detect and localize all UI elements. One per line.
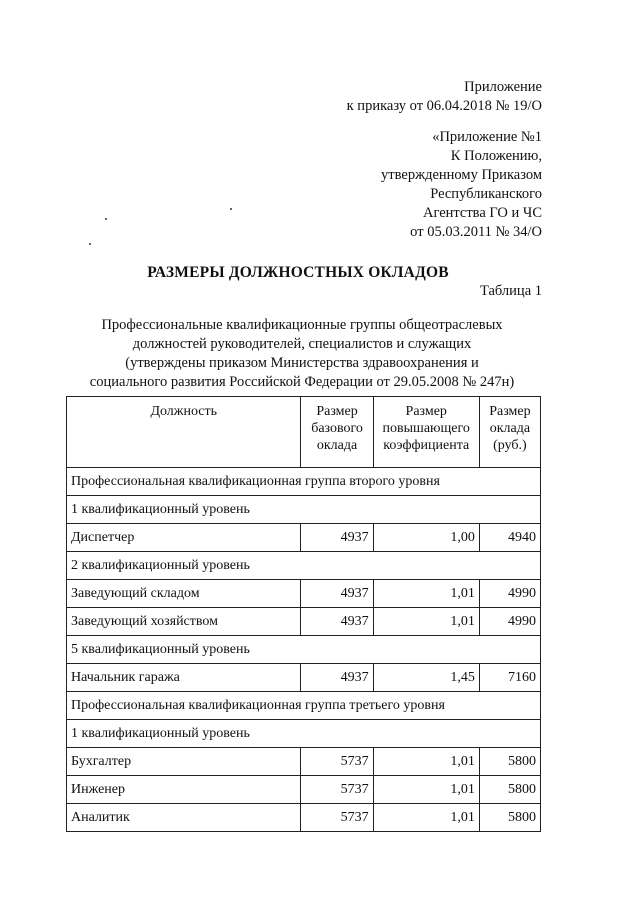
cell-coefficient: 1,01 (373, 608, 479, 636)
cell-base-salary: 5737 (301, 804, 373, 832)
group-label: 1 квалификационный уровень (67, 720, 541, 748)
table-number: Таблица 1 (479, 283, 542, 299)
header-position (67, 397, 301, 468)
cell-salary: 7160 (479, 664, 540, 692)
table-group-row (67, 468, 541, 496)
header-line: Размер (316, 404, 358, 419)
header-line: базового (311, 421, 363, 436)
table-row (67, 748, 541, 776)
annex1-line: Агентства ГО и ЧС (422, 205, 542, 221)
header-line: оклада (316, 438, 358, 453)
header-salary (479, 397, 540, 468)
cell-position: Заведующий хозяйством (67, 608, 301, 636)
table-row (67, 524, 541, 552)
subtitle-line: Профессиональные квалификационные группы общеотраслевых (101, 317, 503, 333)
cell-salary: 5800 (479, 804, 540, 832)
cell-coefficient: 1,01 (373, 776, 479, 804)
cell-base-salary: 5737 (301, 748, 373, 776)
cell-base-salary: 4937 (301, 608, 373, 636)
cell-salary: 5800 (479, 748, 540, 776)
annex-label: Приложение (464, 79, 542, 95)
cell-position: Заведующий складом (67, 580, 301, 608)
table-row (67, 608, 541, 636)
table-row (67, 664, 541, 692)
table-row (67, 776, 541, 804)
cell-coefficient: 1,01 (373, 804, 479, 832)
salary-table (66, 396, 541, 832)
cell-position: Бухгалтер (67, 748, 301, 776)
header-line: (руб.) (493, 438, 527, 453)
cell-base-salary: 4937 (301, 580, 373, 608)
annex1-line: «Приложение №1 (432, 129, 542, 145)
table-header-row (67, 397, 541, 468)
table-subtitle (66, 316, 538, 392)
table-group-row (67, 720, 541, 748)
cell-base-salary: 4937 (301, 524, 373, 552)
table-row (67, 580, 541, 608)
group-label: 2 квалификационный уровень (67, 552, 541, 580)
scan-speck (89, 243, 91, 245)
header-base-salary (301, 397, 373, 468)
header-coefficient (373, 397, 479, 468)
group-label: 5 квалификационный уровень (67, 636, 541, 664)
cell-position: Начальник гаража (67, 664, 301, 692)
cell-position: Диспетчер (67, 524, 301, 552)
header-line: Размер (405, 404, 447, 419)
table-row (67, 804, 541, 832)
cell-salary: 4990 (479, 580, 540, 608)
annex-order-ref: к приказу от 06.04.2018 № 19/О (346, 98, 542, 114)
annex-header (347, 78, 542, 116)
group-label: Профессиональная квалификационная группа третьего уровня (67, 692, 541, 720)
subtitle-line: социального развития Российской Федерации от 29.05.2008 № 247н) (89, 374, 515, 390)
cell-base-salary: 5737 (301, 776, 373, 804)
cell-coefficient: 1,01 (373, 580, 479, 608)
group-label: Профессиональная квалификационная группа второго уровня (67, 468, 541, 496)
cell-salary: 4940 (479, 524, 540, 552)
cell-position: Аналитик (67, 804, 301, 832)
annex1-line: утвержденному Приказом (381, 167, 542, 183)
table-group-row (67, 496, 541, 524)
cell-coefficient: 1,00 (373, 524, 479, 552)
scan-speck (105, 218, 107, 220)
annex1-line: К Положению, (450, 148, 542, 164)
header-line: оклада (489, 421, 531, 436)
table-group-row (67, 636, 541, 664)
subtitle-line: (утверждены приказом Министерства здравоохранения и (125, 355, 479, 371)
header-line: Размер (489, 404, 531, 419)
cell-coefficient: 1,45 (373, 664, 479, 692)
scan-speck (230, 208, 232, 210)
cell-base-salary: 4937 (301, 664, 373, 692)
header-line: коэффициента (383, 438, 470, 453)
table-group-row (67, 692, 541, 720)
annex1-line: Республиканского (430, 186, 542, 202)
group-label: 1 квалификационный уровень (67, 496, 541, 524)
document-title: РАЗМЕРЫ ДОЛЖНОСТНЫХ ОКЛАДОВ (147, 264, 449, 281)
annex1-line: от 05.03.2011 № 34/О (410, 224, 542, 240)
subtitle-line: должностей руководителей, специалистов и служащих (132, 336, 472, 352)
annex1-reference (381, 128, 542, 242)
header-line: повышающего (382, 421, 470, 436)
table-group-row (67, 552, 541, 580)
table-body (67, 468, 541, 832)
cell-position: Инженер (67, 776, 301, 804)
cell-coefficient: 1,01 (373, 748, 479, 776)
cell-salary: 5800 (479, 776, 540, 804)
header-line: Должность (150, 404, 218, 419)
cell-salary: 4990 (479, 608, 540, 636)
